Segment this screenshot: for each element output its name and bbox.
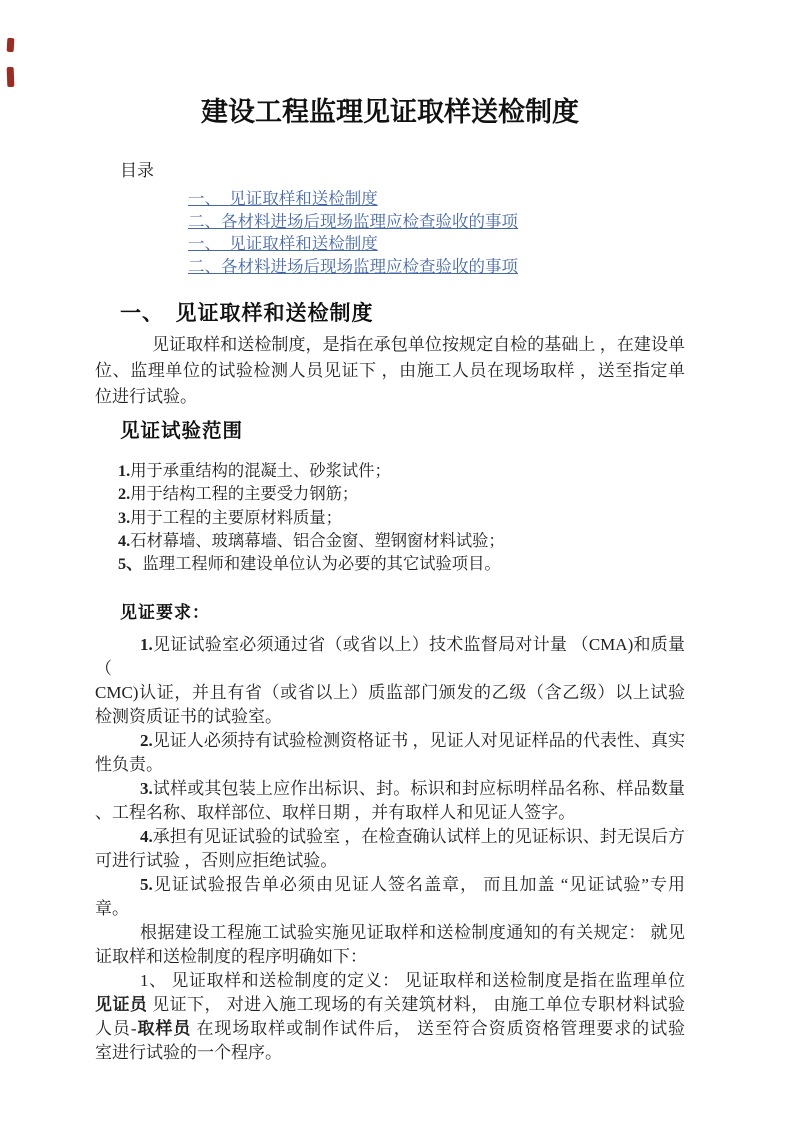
document-content — [95, 0, 685, 1065]
text-line — [95, 825, 685, 849]
text-run: 室进行试验的一个程序。 — [95, 1043, 282, 1063]
requirements-heading: 见证要求： — [120, 603, 210, 624]
text-line — [95, 358, 685, 384]
text-line — [95, 633, 685, 681]
bold-term: 取样员 — [136, 1019, 192, 1039]
text-run: 试样或其包装上应作出标识、封。标识和封应标明样品名称、样品数量 — [152, 779, 685, 799]
item-text: 石材幕墙、玻璃幕墙、铝合金窗、塑钢窗材料试验； — [130, 530, 505, 550]
text-line — [95, 801, 685, 825]
toc-link-witness-sampling-2[interactable]: 一、 见证取样和送检制度 — [188, 234, 378, 253]
text-run: 见证下， 对进入施工现场的有关建筑材料， 由施工单位专职材料试验 — [147, 995, 686, 1015]
text-run: 承担有见证试验的试验室 ，在检查确认试样上的见证标识、封无误后方 — [152, 827, 685, 847]
toc-heading: 目录 — [120, 161, 154, 180]
text-line — [95, 332, 685, 358]
text-run: 见证试验报告单必须由见证人签名盖章， 而且加盖 “见证试验”专用 — [152, 875, 685, 895]
text-line — [95, 1041, 685, 1065]
text-run: 可进行试验 ，否则应拒绝试验。 — [95, 851, 338, 871]
item-text: 用于承重结构的混凝土、砂浆试件； — [130, 461, 391, 480]
text-line — [95, 705, 685, 729]
item-text: 监理工程师和建设单位认为必要的其它试验项目。 — [142, 554, 501, 574]
table-of-contents — [188, 188, 685, 278]
text-line — [95, 897, 685, 921]
text-run: 、工程名称、取样部位、取样日期 ，并有取样人和见证人签字。 — [95, 803, 576, 823]
list-item — [118, 459, 685, 482]
item-number: 4. — [118, 530, 131, 550]
text-line — [95, 873, 685, 897]
requirement-item — [95, 873, 685, 921]
requirement-item — [95, 729, 685, 777]
text-line — [95, 681, 685, 705]
text-run: 性负责。 — [95, 755, 163, 775]
bold-term: 2. — [140, 731, 153, 751]
text-run: 检测资质证书的试验室。 — [95, 707, 282, 727]
text-run: 1、 见证取样和送检制度的定义： 见证取样和送检制度是指在监理单位 — [140, 971, 685, 991]
text-line — [95, 993, 685, 1017]
text-run: 见证试验室必须通过省（或省以上）技术监督局对计量 （CMA)和质量（ — [95, 635, 685, 679]
toc-link-material-inspection-1[interactable]: 二、各材料进场后现场监理应检查验收的事项 — [188, 211, 518, 231]
document-title: 建设工程监理见证取样送检制度 — [201, 97, 579, 128]
text-line — [95, 384, 685, 410]
text-run: 在现场取样或制作试件后， 送至符合资质资格管理要求的试验 — [191, 1019, 686, 1039]
text-run: 见证人必须持有试验检测资格证书 ，见证人对见证样品的代表性、真实 — [152, 731, 685, 751]
bold-term: 3. — [140, 779, 153, 799]
text-line — [95, 969, 685, 993]
toc-link-material-inspection-2[interactable]: 二、各材料进场后现场监理应检查验收的事项 — [188, 256, 518, 276]
text-line — [95, 945, 685, 969]
list-item — [118, 529, 685, 552]
text-line — [95, 729, 685, 753]
text-line — [95, 921, 685, 945]
bold-term: 1. — [140, 635, 153, 655]
section1-paragraph — [95, 332, 685, 410]
text-run: 见证取样和送检制度，是指在承包单位按规定自检的基础上 ，在建设单 — [152, 335, 685, 354]
text-line — [95, 753, 685, 777]
bold-term: 4. — [140, 827, 153, 847]
text-line — [95, 849, 685, 873]
item-number: 3. — [118, 507, 131, 527]
requirement-item — [95, 825, 685, 873]
item-number: 5、 — [118, 554, 143, 574]
definition-paragraph — [95, 969, 685, 1065]
requirements-list — [95, 633, 685, 1065]
text-run: 证取样和送检制度的程序明确如下： — [95, 947, 367, 967]
list-item — [118, 482, 685, 505]
scope-list — [118, 459, 685, 575]
item-number: 1. — [118, 461, 131, 480]
requirement-item — [95, 633, 685, 729]
text-run: 根据建设工程施工试验实施见证取样和送检制度通知的有关规定： 就见 — [140, 923, 685, 943]
list-item — [118, 506, 685, 529]
text-line — [95, 777, 685, 801]
bold-term: 5. — [140, 875, 153, 895]
bold-term: 见证员 — [95, 995, 148, 1015]
text-run: 人员- — [95, 1019, 137, 1039]
closing-paragraph — [95, 921, 685, 969]
scope-heading: 见证试验范围 — [120, 419, 244, 442]
text-run: 位、监理单位的试验检测人员见证下 ，由施工人员在现场取样 ，送至指定单 — [95, 361, 685, 380]
text-run: 章。 — [95, 899, 129, 919]
list-item — [118, 552, 685, 575]
toc-link-witness-sampling-1[interactable]: 一、 见证取样和送检制度 — [188, 189, 378, 208]
item-number: 2. — [118, 484, 131, 504]
red-mark — [7, 67, 15, 87]
item-text: 用于工程的主要原材料质量； — [130, 507, 342, 527]
item-text: 用于结构工程的主要受力钢筋； — [130, 484, 359, 504]
red-mark — [7, 38, 15, 52]
requirement-item — [95, 777, 685, 825]
section1-heading: 一、 见证取样和送检制度 — [120, 301, 374, 325]
text-run: CMC)认证，并且有省（或省以上）质监部门颁发的乙级（含乙级）以上试验 — [95, 683, 685, 703]
text-line — [95, 1017, 685, 1041]
text-run: 位进行试验。 — [95, 387, 197, 406]
